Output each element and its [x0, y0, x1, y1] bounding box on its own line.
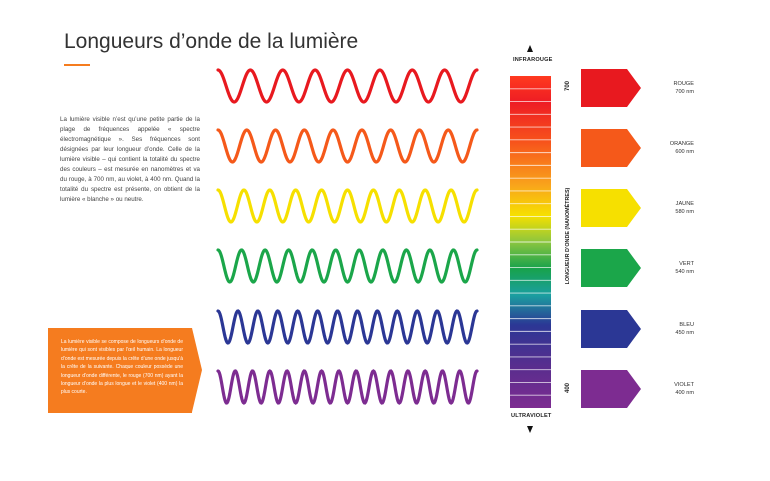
tick-400: 400	[565, 383, 571, 394]
wave-jaune	[218, 190, 477, 222]
spectrum-bar	[510, 76, 551, 408]
label-jaune	[644, 200, 694, 216]
label-violet	[644, 381, 694, 397]
label-orange	[644, 140, 694, 156]
wave-violet	[218, 371, 477, 403]
color-wavelength: 700 nm	[675, 89, 694, 95]
color-wavelength: 400 nm	[675, 390, 694, 396]
wave-rouge	[218, 70, 477, 102]
color-wavelength: 540 nm	[675, 269, 694, 275]
label-rouge	[644, 80, 694, 96]
waves-group	[218, 70, 477, 403]
color-name: ORANGE	[669, 141, 694, 147]
label-vert	[644, 260, 694, 276]
arrow-bleu	[581, 310, 641, 348]
color-name: VERT	[679, 261, 694, 267]
up-arrow-icon	[527, 45, 533, 52]
color-name: ROUGE	[673, 81, 694, 87]
arrow-vert	[581, 249, 641, 287]
color-arrows	[581, 69, 641, 408]
color-wavelength: 450 nm	[675, 330, 694, 336]
wave-bleu	[218, 311, 477, 343]
color-name: VIOLET	[674, 382, 694, 388]
color-wavelength: 600 nm	[675, 149, 694, 155]
infrared-label: INFRAROUGE	[513, 57, 553, 63]
tick-700: 700	[565, 81, 571, 92]
color-name: BLEU	[679, 322, 694, 328]
arrow-violet	[581, 370, 641, 408]
arrow-jaune	[581, 189, 641, 227]
label-bleu	[644, 321, 694, 337]
page-title: Longueurs d’onde de la lumière	[64, 30, 359, 53]
ultraviolet-label: ULTRAVIOLET	[511, 413, 552, 419]
arrow-orange	[581, 129, 641, 167]
wave-vert	[218, 250, 477, 282]
wavelength-axis-label: LONGUEUR D’ONDE (NANOMÈTRES)	[565, 187, 571, 285]
down-arrow-icon	[527, 426, 533, 433]
color-wavelength: 580 nm	[675, 209, 694, 215]
intro-paragraph: La lumière visible n’est qu’une petite partie de la plage de fréquences appelée « spectre électromagnétique ». Ses fréquences sont désignées par leur longueur d’onde. Celle de la lumière visible – qui contient la totalité du spectre des couleurs – est mesurée en nanomètres et va du rouge, à 700 nm, au violet, à 400 nm. Quand la totalité du spectre est présente, on obtient de la lumière « blanche » ou neutre.	[60, 116, 200, 203]
arrow-rouge	[581, 69, 641, 107]
callout-text: La lumière visible se compose de longueurs d’onde de lumière qui sont visibles par l’œil humain. La longueur d’onde est mesurée depuis la crête d’une onde jusqu’à la crête de la suivante. Chaque couleur possède une longueur d’onde différente, le rouge (700 nm) ayant la longueur d’onde la plus longue et le violet (400 nm) la plus courte.	[61, 339, 183, 396]
color-name: JAUNE	[675, 201, 694, 207]
wave-orange	[218, 130, 477, 162]
